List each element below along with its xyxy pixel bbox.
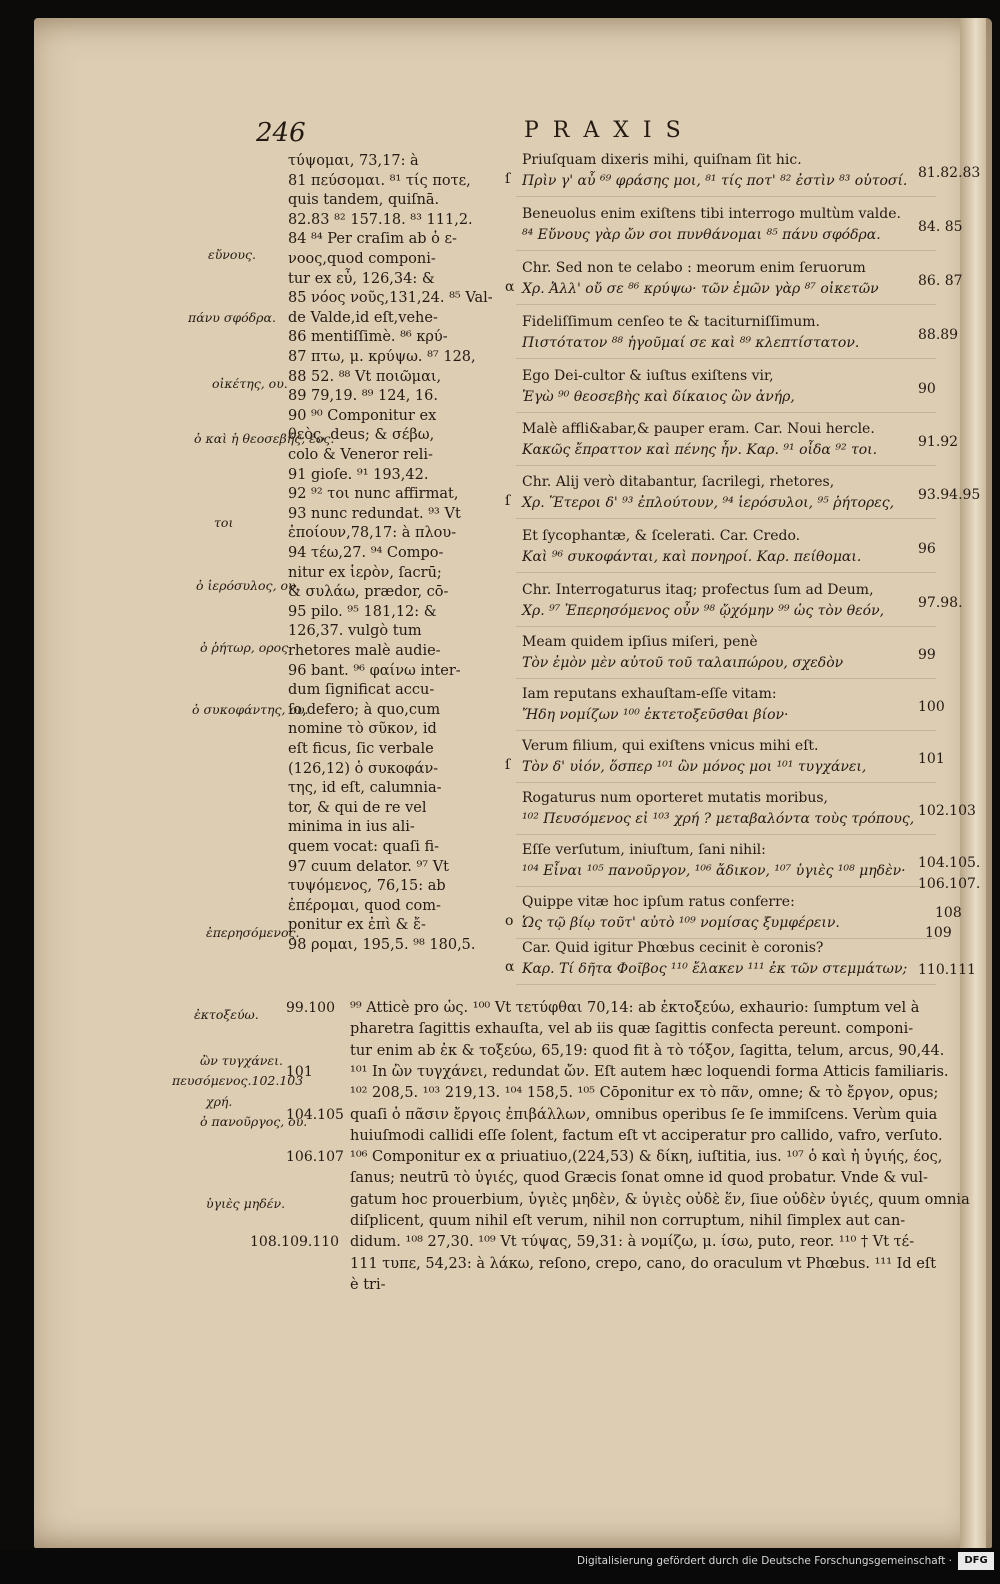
- latin-translation-line: Quippe vitæ hoc ipſum ratus conferre:: [522, 894, 795, 910]
- line-ref-numbers: 91.92: [918, 434, 959, 450]
- latin-translation-line: Fideliſſimum cenſeo te & taciturniſſimum.: [522, 314, 820, 330]
- line-number: 101: [286, 1063, 313, 1080]
- commentary-line: 93 nunc redundat. ⁹³ Vt: [288, 505, 461, 522]
- speaker-mark: ſ: [505, 757, 511, 773]
- margin-gloss: οἰκέτης, ου.: [212, 376, 288, 391]
- line-ref-numbers: 81.82.83: [918, 165, 981, 181]
- margin-gloss: ὁ καὶ ἡ θεοσεβής, έος.: [194, 431, 335, 446]
- commentary-line: νοος,quod componi-: [288, 251, 436, 267]
- greek-verse-line: Ἤδη νομίζων ¹⁰⁰ ἐκτετοξεῦσθαι βίον·: [522, 707, 789, 723]
- greek-verse-line: Κακῶς ἔπραττον καὶ πένης ἦν. Καρ. ⁹¹ οἶδα ⁹² τοι.: [522, 442, 878, 458]
- latin-translation-line: Chr. Interrogaturus itaq; profectus ſum ad Deum,: [522, 582, 874, 598]
- commentary-paragraph-line: è tri-: [350, 1276, 386, 1293]
- row-divider: [516, 358, 936, 359]
- commentary-line: 89 79,19. ⁸⁹ 124, 16.: [288, 388, 438, 405]
- line-ref-numbers: 110.111: [918, 962, 976, 978]
- commentary-line: tur ex εὖ, 126,34: &: [288, 270, 435, 287]
- commentary-line: eſt ficus, ſic verbale: [288, 741, 434, 757]
- margin-gloss: ὑγιὲς μηδέν.: [206, 1196, 286, 1211]
- greek-verse-line: Τὸν ἐμὸν μὲν αὐτοῦ τοῦ ταλαιπώρου, σχεδὸν: [522, 655, 844, 671]
- commentary-paragraph-line: tur enim ab ἐκ & τοξεύω, 65,19: quod fit à τὸ τόξον, ſagitta, telum, arcus, 90,44.: [350, 1042, 945, 1059]
- latin-translation-line: Car. Quid igitur Phœbus cecinit è coronis?: [522, 940, 824, 956]
- page-gutter: [960, 18, 986, 1548]
- commentary-line: ἐπέρομαι, quod com-: [288, 897, 441, 914]
- greek-verse-line: Χρ. ⁹⁷ Ἐπερησόμενος οὖν ⁹⁸ ᾤχόμην ⁹⁹ ὡς τὸν θεόν,: [522, 603, 885, 619]
- greek-verse-line: Πρὶν γ' αὖ ⁶⁹ φράσης μοι, ⁸¹ τίς ποτ' ⁸² ἐστὶν ⁸³ οὑτοσί.: [522, 173, 908, 189]
- line-ref-numbers: 99: [918, 647, 936, 663]
- commentary-line: de Valde,id eſt,vehe-: [288, 309, 438, 326]
- row-divider: [516, 250, 936, 251]
- greek-verse-line: Τὸν δ' υἱόν, ὅσπερ ¹⁰¹ ὢν μόνος μοι ¹⁰¹ τυγχάνει,: [522, 759, 867, 775]
- commentary-line: 86 mentiſſimè. ⁸⁶ κρύ-: [288, 329, 448, 346]
- commentary-line: 84 ⁸⁴ Per craſim ab ὁ ε-: [288, 231, 457, 248]
- line-ref-numbers: 106.107.: [918, 876, 981, 892]
- commentary-line: dum ſignificat accu-: [288, 682, 435, 699]
- row-divider: [516, 518, 936, 519]
- greek-verse-line: Καρ. Τί δῆτα Φοῖβος ¹¹⁰ ἔλακεν ¹¹¹ ἐκ τῶν στεμμάτων;: [522, 961, 908, 977]
- footer-credit: Digitalisierung gefördert durch die Deutsche Forschungsgemeinschaft ·: [576, 1555, 952, 1567]
- commentary-line: τύψομαι, 73,17: à: [288, 153, 419, 169]
- line-ref-numbers: 102.103: [918, 803, 976, 819]
- row-divider: [516, 730, 936, 731]
- commentary-line: 97 cuum delator. ⁹⁷ Vt: [288, 858, 450, 875]
- latin-translation-line: Beneuolus enim exiſtens tibi interrogo multùm valde.: [522, 206, 901, 222]
- margin-gloss: χρή.: [206, 1094, 233, 1109]
- margin-gloss: τοι: [214, 515, 234, 530]
- commentary-line: τυψόμενος, 76,15: ab: [288, 878, 446, 895]
- margin-gloss: εὔνους.: [208, 247, 257, 262]
- latin-translation-line: Meam quidem ipſius miſeri, penè: [522, 634, 758, 650]
- line-ref-numbers: 97.98.: [918, 595, 963, 611]
- latin-translation-line: Chr. Sed non te celabo : meorum enim ſeruorum: [522, 260, 866, 276]
- latin-translation-line: Priuſquam dixeris mihi, quiſnam ſit hic.: [522, 152, 802, 168]
- commentary-paragraph-line: quaſi ὁ πᾶσιν ἔργοις ἐπιβάλλων, omnibus operibus ſe ſe immiſcens. Verùm quia: [350, 1106, 938, 1123]
- latin-translation-line: Eſſe verſutum, iniuſtum, ſani nihil:: [522, 842, 766, 858]
- commentary-paragraph-line: ¹⁰² 208,5. ¹⁰³ 219,13. ¹⁰⁴ 158,5. ¹⁰⁵ Cōponitur ex τὸ πᾶν, omne; & τὸ ἔργον, opus;: [350, 1085, 939, 1102]
- greek-verse-line: ⁸⁴ Εὔνους γὰρ ὤν σοι πυνθάνομαι ⁸⁵ πάνυ σφόδρα.: [522, 227, 881, 243]
- margin-gloss: ὁ συκοφάντης, ου.: [192, 702, 309, 717]
- commentary-line: ſo,defero; à quo,cum: [288, 701, 441, 718]
- ref-number: 109: [925, 925, 952, 941]
- commentary-line: 94 τέω,27. ⁹⁴ Compo-: [288, 545, 444, 561]
- row-divider: [516, 938, 936, 939]
- commentary-line: ἐποίουν,78,17: à πλου-: [288, 525, 457, 542]
- commentary-line: 91 gioſe. ⁹¹ 193,42.: [288, 466, 429, 483]
- commentary-line: 126,37. vulgò tum: [288, 623, 422, 640]
- line-ref-numbers: 93.94.95: [918, 487, 981, 503]
- line-ref-numbers: 84. 85: [918, 219, 963, 235]
- row-divider: [516, 626, 936, 627]
- greek-verse-line: ¹⁰⁴ Εἶναι ¹⁰⁵ πανοῦργον, ¹⁰⁶ ἄδικον, ¹⁰⁷ ὑγιὲς ¹⁰⁸ μηδὲν·: [522, 863, 906, 879]
- line-number: 108.109.110: [250, 1234, 340, 1251]
- greek-verse-line: Χρ. Ἕτεροι δ' ⁹³ ἐπλούτουν, ⁹⁴ ἱερόσυλοι, ⁹⁵ ῥήτορες,: [522, 495, 895, 511]
- row-divider: [516, 196, 936, 197]
- commentary-line: quem vocat: quaſi fi-: [288, 839, 440, 855]
- line-ref-numbers: 90: [918, 381, 936, 397]
- commentary-paragraph-line: ⁹⁹ Atticè pro ὡς. ¹⁰⁰ Vt τετύφθαι 70,14: ab ἐκτοξεύω, exhaurio: ſumptum vel à: [350, 1000, 920, 1016]
- commentary-line: 81 πεύσομαι. ⁸¹ τίς ποτε,: [288, 172, 471, 189]
- greek-verse-line: Χρ. Ἀλλ' οὔ σε ⁸⁶ κρύψω· τῶν ἐμῶν γὰρ ⁸⁷ οἰκετῶν: [522, 281, 879, 297]
- ref-number: 108: [935, 905, 962, 921]
- commentary-line: 88 52. ⁸⁸ Vt ποιῶμαι,: [288, 368, 442, 385]
- speaker-mark: α: [505, 959, 515, 975]
- commentary-line: colo & Veneror reli-: [288, 447, 433, 463]
- commentary-line: της, id eſt, calumnia-: [288, 780, 442, 797]
- row-divider: [516, 465, 936, 466]
- line-ref-numbers: 96: [918, 541, 936, 557]
- line-ref-numbers: 101: [918, 751, 945, 767]
- greek-verse-line: Πιστότατον ⁸⁸ ἡγοῦμαί σε καὶ ⁸⁹ κλεπτίστατον.: [522, 335, 860, 351]
- commentary-paragraph-line: diſplicent, quum nihil eſt verum, nihil non corruptum, nihil ſimplex aut can-: [350, 1213, 906, 1229]
- latin-translation-line: Rogaturus num oporteret mutatis moribus,: [522, 790, 828, 806]
- latin-translation-line: Malè affli&abar,& pauper eram. Car. Noui hercle.: [522, 421, 875, 437]
- greek-verse-line: Ἐγὼ ⁹⁰ θεοσεβὴς καὶ δίκαιος ὢν ἀνήρ,: [522, 389, 795, 405]
- greek-verse-line: ¹⁰² Πευσόμενος εἰ ¹⁰³ χρή ? μεταβαλόντα τοὺς τρόπους,: [522, 811, 915, 827]
- commentary-line: 96 bant. ⁹⁶ φαίνω inter-: [288, 662, 461, 679]
- margin-gloss: ὁ ῥήτωρ, ορος.: [200, 640, 293, 655]
- speaker-mark: ſ: [505, 171, 511, 187]
- commentary-line: rhetores malè audie-: [288, 643, 441, 659]
- line-ref-numbers: 100: [918, 699, 945, 715]
- latin-translation-line: Et ſycophantæ, & ſcelerati. Car. Credo.: [522, 528, 801, 544]
- commentary-line: quis tandem, quiſnā.: [288, 192, 440, 209]
- line-ref-numbers: 86. 87: [918, 273, 963, 289]
- latin-translation-line: Verum filium, qui exiſtens vnicus mihi eſt.: [522, 738, 819, 754]
- speaker-mark: ο: [505, 913, 514, 929]
- commentary-line: minima in ius ali-: [288, 819, 415, 836]
- greek-verse-line: Καὶ ⁹⁶ συκοφάνται, καὶ πονηροί. Καρ. πείθομαι.: [522, 549, 862, 565]
- commentary-line: 82.83 ⁸² 157.18. ⁸³ 111,2.: [288, 211, 473, 228]
- latin-translation-line: Ego Dei-cultor & iuſtus exiſtens vir,: [522, 368, 774, 384]
- row-divider: [516, 678, 936, 679]
- row-divider: [516, 834, 936, 835]
- page-number: 246: [256, 118, 306, 148]
- commentary-line: nomine τὸ σῦκον, id: [288, 721, 437, 738]
- line-number: 104.105: [286, 1106, 344, 1123]
- commentary-line: nitur ex ἱερὸν, ſacrū;: [288, 564, 442, 581]
- row-divider: [516, 304, 936, 305]
- line-number: 106.107: [286, 1149, 344, 1166]
- margin-gloss: ἐπερησόμενος.: [206, 925, 300, 940]
- margin-gloss: ἐκτοξεύω.: [194, 1007, 259, 1022]
- commentary-paragraph-line: pharetra ſagittis exhauſta, vel ab iis quæ ſagittis confecta pereunt. componi-: [350, 1021, 914, 1038]
- speaker-mark: α: [505, 279, 515, 295]
- latin-translation-line: Chr. Alij verò ditabantur, ſacrilegi, rhetores,: [522, 474, 835, 490]
- margin-gloss: πευσόμενος.102.103: [172, 1073, 304, 1088]
- dfg-logo: DFG: [958, 1552, 994, 1570]
- commentary-line: & συλάω, prædor, cō-: [288, 584, 449, 601]
- commentary-paragraph-line: ¹⁰¹ In ὢν τυγχάνει, redundat ὤν. Eſt autem hæc loquendi forma Atticis familiaris.: [350, 1063, 949, 1080]
- speaker-mark: ſ: [505, 493, 511, 509]
- margin-gloss: ὢν τυγχάνει.: [200, 1053, 283, 1068]
- running-title: PRAXIS: [524, 118, 695, 143]
- latin-translation-line: Iam reputans exhauſtam-eſſe vitam:: [522, 686, 777, 702]
- commentary-line: 95 pilo. ⁹⁵ 181,12: &: [288, 603, 437, 620]
- commentary-paragraph-line: ſanus; neutrū τὸ ὑγιές, quod Græcis ſonat omne id quod probatur. Vnde & vul-: [350, 1170, 928, 1187]
- commentary-line: 90 ⁹⁰ Componitur ex: [288, 407, 437, 424]
- margin-gloss: ὁ ἱερόσυλος, ου.: [196, 578, 300, 593]
- book-page: [34, 18, 992, 1548]
- commentary-paragraph-line: gatum hoc prouerbium, ὑγιὲς μηδὲν, & ὑγιὲς οὐδὲ ἕν, ſiue οὐδὲν ὑγιές, quum omnia: [350, 1191, 970, 1208]
- line-ref-numbers: 88.89: [918, 327, 959, 343]
- row-divider: [516, 412, 936, 413]
- commentary-line: 87 πτω, μ. κρύψω. ⁸⁷ 128,: [288, 349, 476, 365]
- row-divider: [516, 782, 936, 783]
- commentary-line: 85 νόος νοῦς,131,24. ⁸⁵ Val-: [288, 290, 493, 307]
- line-ref-numbers: 104.105.: [918, 855, 981, 871]
- commentary-line: ponitur ex ἐπὶ & ἔ-: [288, 917, 426, 934]
- commentary-paragraph-line: huiuſmodi callidi eſſe ſolent, factum eſt vt acciperatur pro callido, vafro, verſuto.: [350, 1127, 943, 1144]
- margin-gloss: πάνυ σφόδρα.: [188, 310, 276, 325]
- commentary-paragraph-line: 111 τυπε, 54,23: à λάκω, reſono, crepo, cano, do oraculum vt Phœbus. ¹¹¹ Id eſt: [350, 1255, 937, 1272]
- commentary-line: 92 ⁹² τοι nunc affirmat,: [288, 486, 459, 503]
- row-divider: [516, 886, 936, 887]
- commentary-paragraph-line: didum. ¹⁰⁸ 27,30. ¹⁰⁹ Vt τύψας, 59,31: à νομίζω, μ. ίσω, puto, reor. ¹¹⁰ † Vt τέ-: [350, 1234, 915, 1251]
- margin-gloss: ὁ πανοῦργος, ου.: [200, 1114, 308, 1129]
- greek-verse-line: Ὡς τῷ βίῳ τοῦτ' αὐτὸ ¹⁰⁹ νομίσας ξυμφέρειν.: [522, 915, 840, 931]
- commentary-line: θεὸς, deus; & σέβω,: [288, 427, 435, 444]
- row-divider: [516, 984, 936, 985]
- commentary-line: (126,12) ὁ συκοφάν-: [288, 760, 439, 777]
- line-number: 99.100: [286, 1000, 335, 1016]
- commentary-line: tor, & qui de re vel: [288, 799, 427, 816]
- row-divider: [516, 572, 936, 573]
- commentary-line: 98 ρομαι, 195,5. ⁹⁸ 180,5.: [288, 937, 476, 953]
- commentary-paragraph-line: ¹⁰⁶ Componitur ex α priuatiuo,(224,53) & δίκη, iuſtitia, ius. ¹⁰⁷ ὁ καὶ ἡ ὑγιής, έος,: [350, 1149, 943, 1166]
